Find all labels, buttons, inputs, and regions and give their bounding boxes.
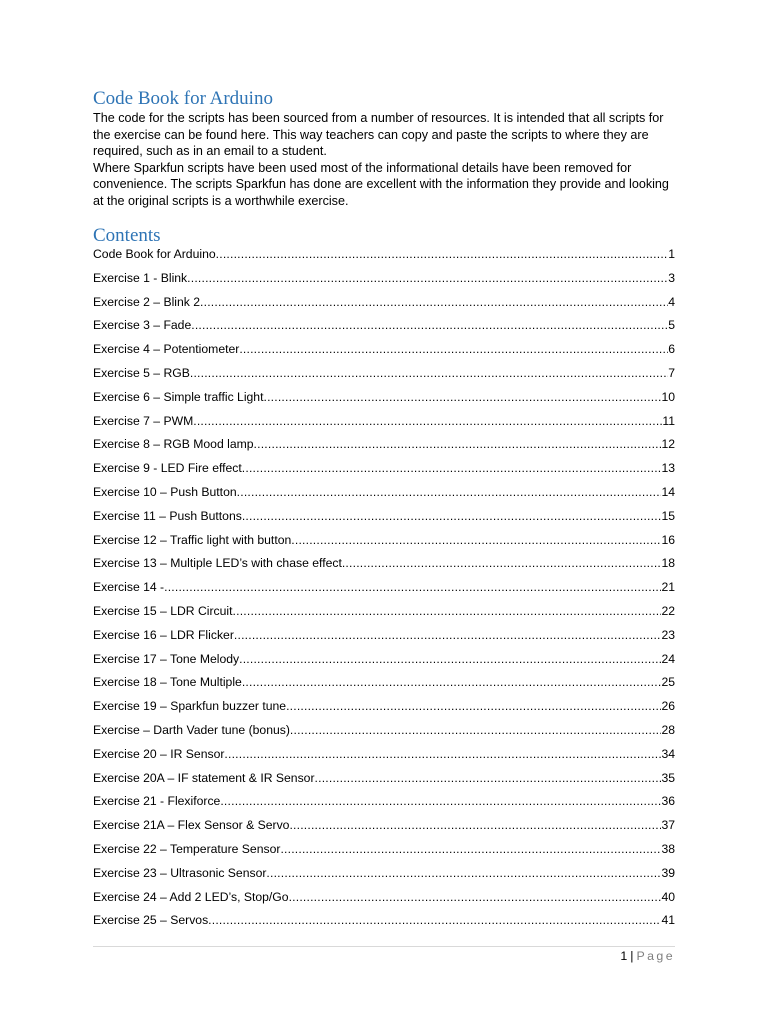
- toc-entry-page-number: 16: [661, 532, 675, 547]
- toc-entry-label: Exercise 22 – Temperature Sensor: [93, 841, 281, 856]
- toc-dot-leader: [237, 484, 662, 500]
- toc-dot-leader: [266, 865, 661, 881]
- toc-entry-page-number: 22: [661, 603, 675, 618]
- toc-entry-label: Exercise 9 - LED Fire effect: [93, 461, 242, 476]
- document-title: Code Book for Arduino: [93, 88, 273, 109]
- toc-entry-label: Exercise 24 – Add 2 LED’s, Stop/Go: [93, 889, 289, 904]
- toc-entry[interactable]: [93, 436, 675, 460]
- toc-entry-page-number: 14: [661, 484, 675, 499]
- toc-entry-page-number: 13: [661, 461, 675, 476]
- toc-dot-leader: [280, 841, 661, 857]
- toc-entry-page-number: 18: [661, 556, 675, 571]
- toc-dot-leader: [239, 341, 668, 357]
- toc-dot-leader: [286, 698, 661, 714]
- toc-entry-label: Exercise 21A – Flex Sensor & Servo: [93, 818, 290, 833]
- toc-entry-label: Exercise 1 - Blink: [93, 270, 188, 285]
- toc-entry-page-number: 36: [661, 794, 675, 809]
- toc-entry[interactable]: [93, 555, 675, 579]
- toc-entry[interactable]: [93, 365, 675, 389]
- toc-entry[interactable]: [93, 484, 675, 508]
- toc-entry[interactable]: [93, 817, 675, 841]
- toc-entry[interactable]: [93, 270, 675, 294]
- toc-dot-leader: [193, 413, 662, 429]
- toc-entry[interactable]: [93, 389, 675, 413]
- toc-entry[interactable]: [93, 294, 675, 318]
- toc-entry[interactable]: [93, 317, 675, 341]
- toc-entry-page-number: 5: [668, 318, 675, 333]
- toc-entry[interactable]: [93, 865, 675, 889]
- toc-entry[interactable]: [93, 627, 675, 651]
- toc-entry[interactable]: [93, 722, 675, 746]
- toc-entry-label: Exercise 17 – Tone Melody: [93, 651, 240, 666]
- toc-dot-leader: [291, 532, 661, 548]
- toc-entry-page-number: 10: [661, 389, 675, 404]
- intro-text: [93, 110, 675, 209]
- toc-dot-leader: [315, 770, 662, 786]
- toc-entry[interactable]: [93, 413, 675, 437]
- toc-entry-label: Exercise 12 – Traffic light with button: [93, 532, 292, 547]
- toc-dot-leader: [200, 294, 668, 310]
- toc-entry-page-number: 35: [661, 770, 675, 785]
- toc-entry-page-number: 3: [668, 270, 675, 285]
- toc-entry[interactable]: [93, 579, 675, 603]
- toc-entry-label: Exercise 25 – Servos: [93, 913, 209, 928]
- toc-entry[interactable]: [93, 770, 675, 794]
- toc-entry-page-number: 34: [661, 746, 675, 761]
- toc-entry-label: Exercise 18 – Tone Multiple: [93, 675, 242, 690]
- toc-entry[interactable]: [93, 341, 675, 365]
- toc-dot-leader: [224, 746, 661, 762]
- toc-entry-label: Exercise 13 – Multiple LED’s with chase effect: [93, 556, 342, 571]
- toc-dot-leader: [216, 246, 669, 262]
- toc-dot-leader: [242, 460, 662, 476]
- toc-dot-leader: [289, 889, 662, 905]
- toc-dot-leader: [290, 722, 662, 738]
- page-number: 1: [620, 949, 628, 963]
- toc-entry-page-number: 26: [661, 699, 675, 714]
- toc-entry[interactable]: [93, 674, 675, 698]
- toc-entry-label: Exercise – Darth Vader tune (bonus): [93, 722, 290, 737]
- document-page: [93, 0, 675, 1024]
- toc-entry[interactable]: [93, 532, 675, 556]
- page-label: Page: [636, 949, 675, 963]
- toc-entry-label: Code Book for Arduino: [93, 247, 216, 261]
- toc-dot-leader: [220, 793, 661, 809]
- toc-dot-leader: [187, 270, 668, 286]
- toc-entry[interactable]: [93, 793, 675, 817]
- toc-entry-label: Exercise 3 – Fade: [93, 318, 192, 333]
- toc-dot-leader: [263, 389, 661, 405]
- toc-entry-label: Exercise 8 – RGB Mood lamp: [93, 437, 254, 452]
- toc-entry-label: Exercise 20 – IR Sensor: [93, 746, 225, 761]
- toc-entry-label: Exercise 19 – Sparkfun buzzer tune: [93, 699, 287, 714]
- toc-entry[interactable]: [93, 889, 675, 913]
- toc-entry-label: Exercise 7 – PWM: [93, 413, 194, 428]
- toc-entry-label: Exercise 23 – Ultrasonic Sensor: [93, 865, 267, 880]
- toc-entry-page-number: 11: [662, 413, 675, 428]
- toc-entry-page-number: 23: [661, 627, 675, 642]
- toc-entry-page-number: 28: [661, 722, 675, 737]
- toc-entry-label: Exercise 2 – Blink 2: [93, 294, 201, 309]
- toc-dot-leader: [254, 436, 662, 452]
- toc-entry-label: Exercise 4 – Potentiometer: [93, 342, 240, 357]
- toc-entry-label: Exercise 11 – Push Buttons: [93, 508, 242, 523]
- toc-entry-page-number: 6: [668, 342, 675, 357]
- toc-dot-leader: [342, 555, 662, 571]
- toc-entry-page-number: 12: [661, 437, 675, 452]
- intro-paragraph: The code for the scripts has been sourced from a number of resources. It is intended that all scripts for the exercise can be found here. This way teachers can copy and paste the scripts to where they are required, such as in an email to a student.: [93, 111, 664, 158]
- toc-entry-page-number: 25: [661, 675, 675, 690]
- toc-entry-label: Exercise 16 – LDR Flicker: [93, 627, 234, 642]
- toc-entry-label: Exercise 15 – LDR Circuit: [93, 603, 233, 618]
- toc-entry-page-number: 1: [668, 247, 675, 261]
- toc-entry-page-number: 38: [661, 841, 675, 856]
- toc-entry-page-number: 40: [661, 889, 675, 904]
- toc-entry-page-number: 21: [661, 580, 675, 595]
- contents-heading: Contents: [93, 225, 161, 246]
- toc-entry[interactable]: [93, 603, 675, 627]
- toc-entry-label: Exercise 20A – IF statement & IR Sensor: [93, 770, 315, 785]
- toc-dot-leader: [191, 317, 668, 333]
- toc-entry-label: Exercise 5 – RGB: [93, 365, 190, 380]
- toc-entry-page-number: 15: [661, 508, 675, 523]
- toc-dot-leader: [234, 627, 662, 643]
- toc-entry[interactable]: [93, 698, 675, 722]
- toc-dot-leader: [242, 674, 662, 690]
- page-footer: [620, 948, 675, 964]
- toc-entry-page-number: 41: [661, 913, 675, 928]
- toc-dot-leader: [233, 603, 662, 619]
- toc-entry-label: Exercise 21 - Flexiforce: [93, 794, 221, 809]
- toc-entry[interactable]: [93, 460, 675, 484]
- toc-entry-label: Exercise 10 – Push Button: [93, 484, 237, 499]
- toc-entry-page-number: 39: [661, 865, 675, 880]
- footer-divider: [93, 946, 675, 947]
- toc-entry-page-number: 4: [668, 294, 675, 309]
- intro-paragraph: Where Sparkfun scripts have been used most of the informational details have been removed for convenience. The scripts Sparkfun has done are excellent with the information they provide and looking at the original scripts is a worthwhile exercise.: [93, 160, 669, 208]
- toc-entry-page-number: 24: [661, 651, 675, 666]
- toc-dot-leader: [208, 912, 661, 928]
- toc-entry-label: Exercise 6 – Simple traffic Light: [93, 389, 264, 404]
- toc-dot-leader: [164, 579, 661, 595]
- toc-entry[interactable]: [93, 746, 675, 770]
- toc-entry[interactable]: [93, 651, 675, 675]
- toc-entry-page-number: 7: [668, 365, 675, 380]
- toc-dot-leader: [239, 651, 661, 667]
- toc-dot-leader: [242, 508, 662, 524]
- toc-entry[interactable]: [93, 246, 675, 270]
- toc-dot-leader: [190, 365, 668, 381]
- toc-entry[interactable]: [93, 912, 675, 936]
- toc-entry-page-number: 37: [661, 818, 675, 833]
- footer-separator: |: [630, 949, 634, 963]
- table-of-contents: [93, 246, 675, 936]
- toc-entry-label: Exercise 14 -: [93, 580, 165, 595]
- toc-entry[interactable]: [93, 841, 675, 865]
- toc-entry[interactable]: [93, 508, 675, 532]
- toc-dot-leader: [289, 817, 661, 833]
